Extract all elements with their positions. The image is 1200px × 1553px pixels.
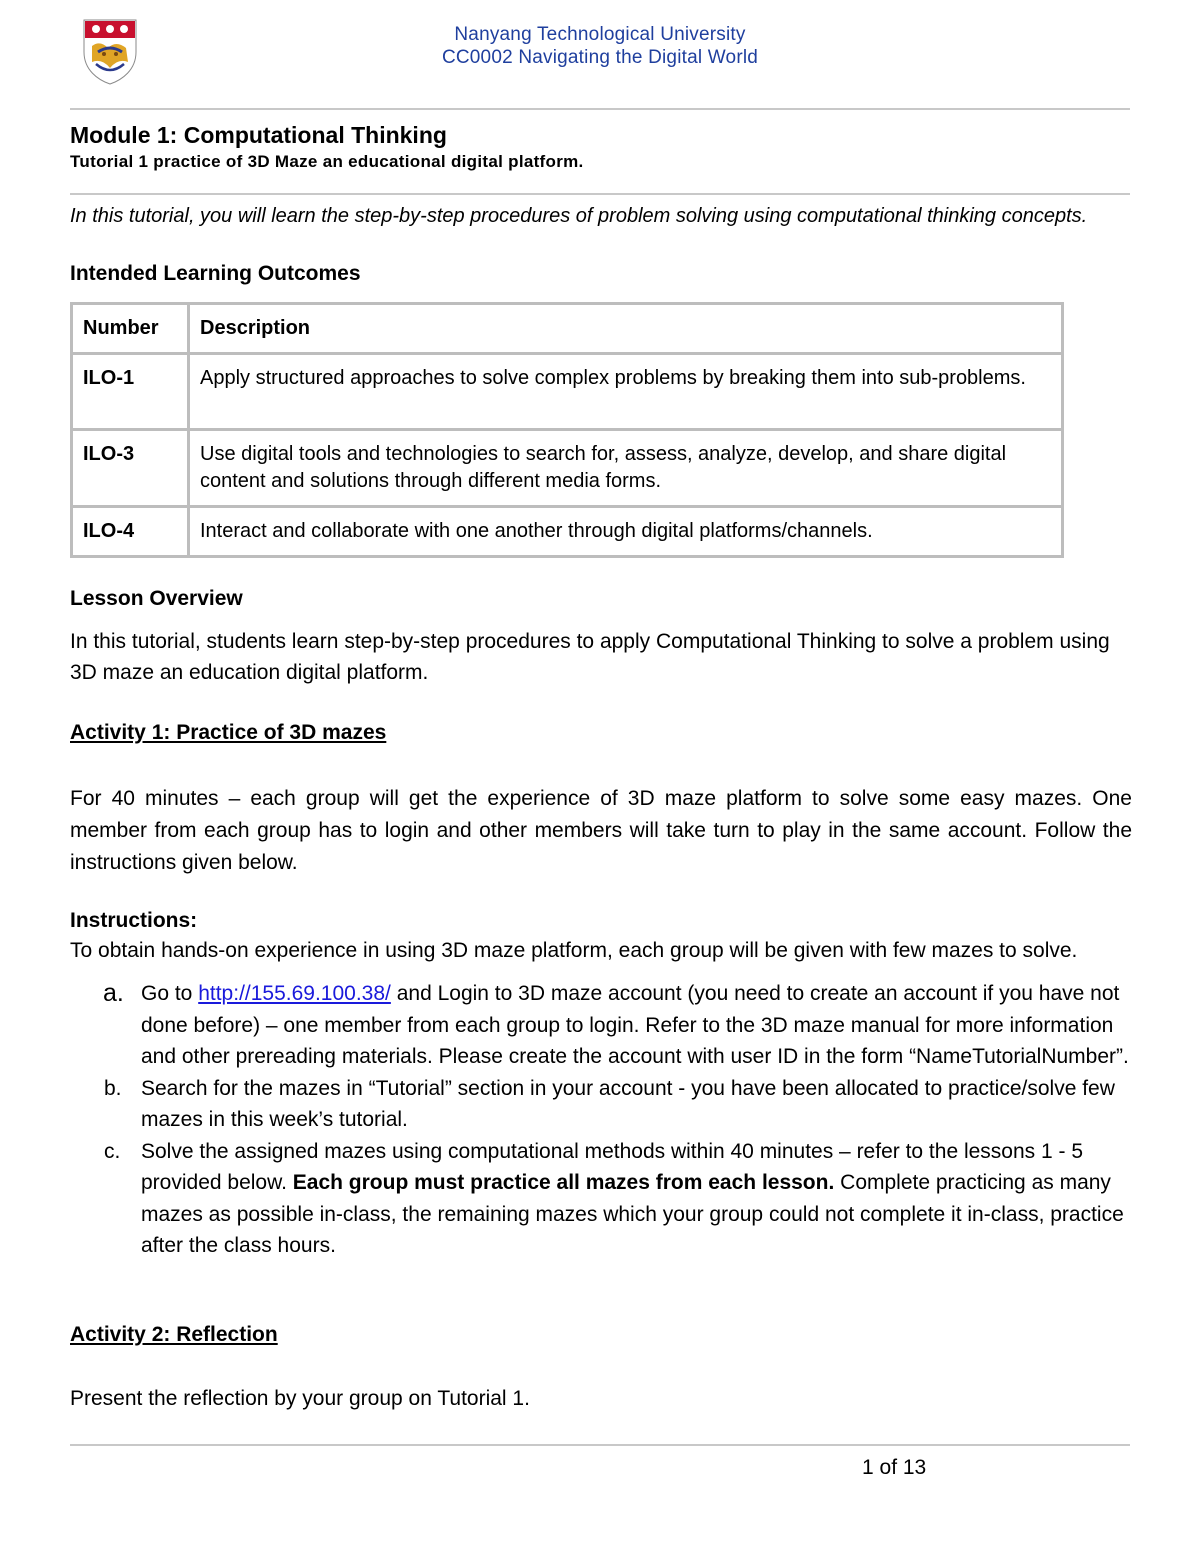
university-name: Nanyang Technological University (454, 24, 746, 45)
tutorial-intro: In this tutorial, you will learn the step-by-step procedures of problem solving using computational thinking concepts. (70, 205, 1088, 227)
list-marker: b. (104, 1076, 122, 1100)
ilo-description: Apply structured approaches to solve complex problems by breaking them into sub-problems. (189, 354, 1063, 430)
activity2-heading: Activity 2: Reflection (70, 1323, 278, 1346)
ilo-header-description: Description (189, 304, 1063, 354)
list-marker: c. (104, 1139, 121, 1163)
item-text: and Login to 3D maze account (you need to create an account if you have not done before) – one member from each group to login. Refer to the 3D maze manual for more information and other prereading materials. Please create the account with user ID in the form “NameTutorialNumber”. (141, 982, 1129, 1068)
maze-platform-link[interactable]: http://155.69.100.38/ (198, 982, 391, 1005)
item-text: Search for the mazes in “Tutorial” section in your account - you have been allocated to practice/solve few mazes in this week’s tutorial. (141, 1076, 1115, 1131)
table-row (72, 430, 1063, 507)
instructions-intro: To obtain hands-on experience in using 3D maze platform, each group will be given with few mazes to solve. (70, 939, 1078, 962)
title-divider (70, 193, 1130, 195)
activity2-text: Present the reflection by your group on Tutorial 1. (70, 1387, 530, 1410)
module-title: Module 1: Computational Thinking (70, 122, 447, 148)
ilo-table (70, 302, 1064, 558)
item-text: Go to (141, 982, 199, 1005)
footer-divider (70, 1444, 1130, 1446)
table-row (72, 354, 1063, 430)
ilo-header-number: Number (72, 304, 189, 354)
module-subtitle: Tutorial 1 practice of 3D Maze an educational digital platform. (70, 152, 584, 171)
instructions-heading: Instructions: (70, 909, 198, 932)
activity1-text: For 40 minutes – each group will get the experience of 3D maze platform to solve some easy mazes. One member from each group has to login and other members will take turn to play in the same account. Follow the instructions given below. (70, 787, 1132, 874)
item-bold-text: Each group must practice all mazes from each lesson. (292, 1171, 835, 1194)
ilo-heading: Intended Learning Outcomes (70, 262, 361, 285)
item-text: Complete practicing as many mazes as possible in-class, the remaining mazes which your group could not complete it in-class, practice after the class hours. (141, 1171, 1124, 1257)
list-item (100, 1136, 1130, 1262)
ilo-description: Interact and collaborate with one another through digital platforms/channels. (189, 507, 1063, 557)
list-marker: a. (103, 979, 124, 1007)
ilo-number: ILO-3 (72, 430, 189, 507)
overview-heading: Lesson Overview (70, 587, 243, 610)
ilo-number: ILO-4 (72, 507, 189, 557)
ntu-crest-icon (82, 18, 138, 86)
list-item (100, 1073, 1130, 1136)
table-row (72, 507, 1063, 557)
item-text: Solve the assigned mazes using computational methods within 40 minutes – refer to the lessons 1 - 5 provided below. (141, 1139, 1084, 1194)
ilo-description: Use digital tools and technologies to search for, assess, analyze, develop, and share digital content and solutions through different media forms. (189, 430, 1063, 507)
course-name: CC0002 Navigating the Digital World (441, 47, 759, 68)
activity1-heading: Activity 1: Practice of 3D mazes (70, 721, 387, 744)
header-divider (70, 108, 1130, 110)
overview-text: In this tutorial, students learn step-by-step procedures to apply Computational Thinking to solve a problem using 3D maze an education digital platform. (70, 630, 1110, 684)
ilo-table-header (72, 304, 1063, 354)
ilo-number: ILO-1 (72, 354, 189, 430)
list-item (100, 978, 1130, 1073)
instructions-list (100, 978, 1130, 1262)
page-number: 1 of 13 (862, 1456, 927, 1479)
